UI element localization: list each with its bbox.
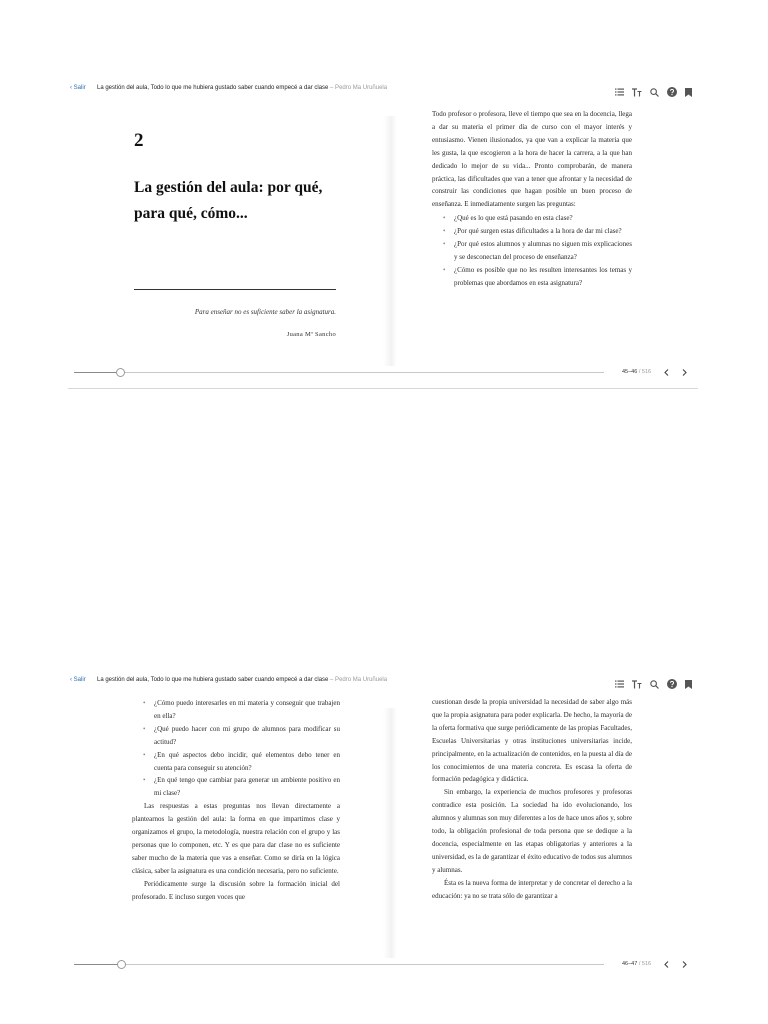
question-item: • ¿En qué aspectos debo incidir, qué elementos debo tener en cuenta para conseguir su atención?: [132, 749, 340, 775]
chevron-right-icon: [682, 961, 687, 968]
reader-view: [0, 672, 768, 982]
previous-page-button[interactable]: [661, 367, 671, 377]
reader-view: [0, 80, 768, 390]
book-title: [97, 677, 387, 683]
toolbar-tools: [615, 679, 692, 689]
body-paragraph: Ésta es la nueva forma de interpretar y de concretar el derecho a la educación: ya no se trata sólo de garantizar a: [432, 878, 632, 900]
page-counter: [622, 369, 651, 375]
chapter-number: 2: [134, 130, 144, 151]
page-total: / 516: [637, 961, 652, 967]
previous-page-button[interactable]: [661, 959, 671, 969]
book-author: – Pedro Ma Uruñuela: [328, 677, 388, 683]
question-list: [132, 697, 340, 800]
list-icon[interactable]: [615, 680, 624, 688]
next-page-button[interactable]: [679, 959, 689, 969]
question-item: • ¿En qué tengo que cambiar para generar un ambiente positivo en mi clase?: [132, 774, 340, 800]
body-paragraph: Periódicamente surge la discusión sobre la formación inicial del profesorado. E incluso surgen voces que: [132, 879, 340, 901]
toolbar-tools: [615, 87, 692, 97]
left-page: [132, 696, 340, 904]
book-author: – Pedro Ma Uruñuela: [328, 85, 388, 91]
search-icon[interactable]: [650, 88, 659, 97]
question-list: [432, 212, 632, 289]
body-paragraph: Sin embargo, la experiencia de muchos profesores y profesoras contradice esta posición. La sociedad ha ido evolucionando, los alumnos y alumnas son muy diferentes a los de hace unos años y, sobre todo, la obligación profesional de toda persona que se dedique a la docencia, especialmente en las etapas obligatorias y anteriores a la universidad, es la de garantizar el éxito educativo de todos sus alumnos y alumnas.: [432, 788, 632, 874]
list-icon[interactable]: [615, 88, 624, 96]
body-paragraph: Todo profesor o profesora, lleve el tiempo que sea en la docencia, llega a dar su materia el primer día de curso con el mayor interés y entusiasmo. Vienen ilusionados, ya que van a explicar la materia que les gusta, la que escogieron a la hora de hacer la carrera, a la que han dedicado lo mejor de su vida... Pronto comprobarán, de manera práctica, las dificultades que van a tener que afrontar y la necesidad de construir las condiciones que hagan posible un buen proceso de enseñanza. E inmediatamente surgen las preguntas:: [432, 110, 632, 209]
question-item: • ¿Por qué surgen estas dificultades a la hora de dar mi clase?: [432, 225, 632, 238]
next-page-button[interactable]: [679, 367, 689, 377]
body-paragraph: cuestionan desde la propia universidad la necesidad de saber algo más que la propia asignatura para poder explicarla. De hecho, la mayoría de la oferta formativa que surge periódicamente de las propias Facultades, Escuelas Universitarias y otras instituciones universitarias incide, principalmente, en la actualización de contenidos, en la puesta al día de los conocimientos de una materia concreta. Es escasa la oferta de formación pedagógica y didáctica.: [432, 698, 632, 784]
reader-toolbar: [0, 80, 768, 100]
question-item: • ¿Qué puedo hacer con mi grupo de alumnos para modificar su actitud?: [132, 723, 340, 749]
exit-link[interactable]: ‹ Salir: [70, 85, 86, 91]
progress-slider-thumb[interactable]: [117, 960, 126, 969]
chevron-left-icon: [664, 961, 669, 968]
question-item: • ¿Cómo es posible que no les resulten interesantes los temas y problemas que abordamos en esta asignatura?: [432, 264, 632, 290]
progress-slider-fill: [74, 372, 121, 373]
bookmark-icon[interactable]: [685, 88, 692, 97]
exit-link[interactable]: ‹ Salir: [70, 677, 86, 683]
book-spine: [383, 708, 397, 958]
font-size-icon[interactable]: [632, 88, 642, 97]
progress-slider-thumb[interactable]: [116, 368, 125, 377]
page-total: / 516: [637, 369, 652, 375]
bookmark-icon[interactable]: [685, 680, 692, 689]
help-icon[interactable]: [667, 679, 677, 689]
question-item: • ¿Qué es lo que está pasando en esta clase?: [432, 212, 632, 225]
epigraph-author: Juana Mª Sancho: [286, 331, 336, 338]
book-title-text: La gestión del aula, Todo lo que me hubiera gustado saber cuando empecé a dar clase: [97, 85, 329, 91]
right-page: [432, 696, 632, 903]
page-range: 46–47: [622, 961, 638, 967]
page-range: 45–46: [622, 369, 638, 375]
chevron-right-icon: [682, 369, 687, 376]
search-icon[interactable]: [650, 680, 659, 689]
progress-slider-fill: [74, 964, 122, 965]
chevron-left-icon: [664, 369, 669, 376]
page-counter: [622, 961, 651, 967]
help-icon[interactable]: [667, 87, 677, 97]
question-item: • ¿Por qué estos alumnos y alumnas no siguen mis explicaciones y se desconectan del proceso de enseñanza?: [432, 238, 632, 264]
progress-slider-track[interactable]: [74, 964, 604, 965]
right-page: [432, 108, 632, 290]
progress-slider-track[interactable]: [74, 372, 604, 373]
epigraph-quote: Para enseñar no es suficiente saber la asignatura.: [194, 308, 336, 316]
book-title: [97, 85, 387, 91]
chapter-title: La gestión del aula: por qué, para qué, cómo...: [134, 179, 323, 222]
body-paragraph: Las respuestas a estas preguntas nos llevan directamente a plantearnos la gestión del aula: la forma en que impartimos clase y organizamos el grupo, la metodología, nuestra relación con el grupo y las personas que lo componen, etc. Y es que para dar clase no es suficiente saber mucho de la materia que vas a enseñar. Como se diría en la lógica clásica, saber la asignatura es una condición necesaria, pero no suficiente.: [132, 802, 340, 875]
chapter-divider: [134, 289, 336, 290]
reader-toolbar: [0, 672, 768, 692]
font-size-icon[interactable]: [632, 680, 642, 689]
question-item: • ¿Cómo puedo interesarles en mi materia y conseguir que trabajen en ella?: [132, 697, 340, 723]
book-title-text: La gestión del aula, Todo lo que me hubiera gustado saber cuando empecé a dar clase: [97, 677, 329, 683]
book-spine: [383, 116, 397, 366]
